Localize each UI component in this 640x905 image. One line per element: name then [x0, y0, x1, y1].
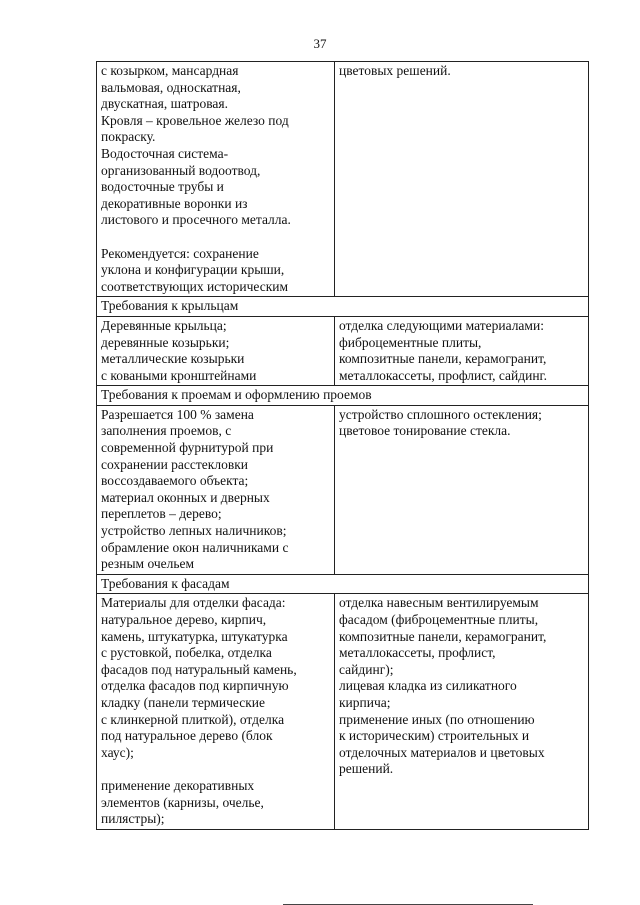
facades-right-cell: [335, 594, 589, 829]
text-line: сохранении расстекловки: [101, 456, 248, 472]
text-line: обрамление окон наличниками с: [101, 539, 289, 555]
table-row: [97, 316, 589, 385]
roof-left-cell: [97, 62, 335, 297]
page-number: 37: [313, 36, 327, 51]
text-line: деревянные козырьки;: [101, 334, 230, 350]
text-line: водосточные трубы и: [101, 179, 224, 195]
text-line: резным очельем: [101, 556, 195, 572]
requirements-table: [96, 61, 589, 830]
text-line: организованный водоотвод,: [101, 162, 261, 178]
text-line: Водосточная система-: [101, 145, 229, 161]
text-line: Материалы для отделки фасада:: [101, 595, 286, 611]
text-line: фиброцементные плиты,: [339, 334, 482, 350]
section-header-row: [97, 574, 589, 594]
table-row: [97, 62, 589, 297]
text-line: двускатная, шатровая.: [101, 96, 228, 112]
blank-line: [101, 229, 331, 246]
text-line: современной фурнитурой при: [101, 440, 274, 456]
text-line: отделка навесным вентилируемым: [339, 595, 539, 611]
facades-left-cell: [97, 594, 335, 829]
section-header-row: [97, 386, 589, 406]
text-line: металлические козырьки: [101, 351, 245, 367]
text-line: решений.: [339, 761, 394, 777]
text-line: отделка фасадов под кирпичную: [101, 678, 289, 694]
section-title-porches: Требования к крыльцам: [97, 297, 589, 317]
section-title-openings: Требования к проемам и оформлению проемов: [97, 386, 589, 406]
text-line: элементов (карнизы, очелье,: [101, 794, 264, 810]
openings-left-cell: [97, 405, 335, 574]
table-row: [97, 405, 589, 574]
text-line: листового и просечного металла.: [101, 212, 291, 228]
text-line: к историческим) строительных и: [339, 728, 530, 744]
text-line: Рекомендуется: сохранение: [101, 245, 259, 261]
text-line: кирпича;: [339, 694, 391, 710]
text-line: натуральное дерево, кирпич,: [101, 612, 267, 627]
text-line: Разрешается 100 % замена: [101, 406, 254, 422]
openings-right-cell: [335, 405, 589, 574]
text-line: с клинкерной плиткой), отделка: [101, 711, 285, 727]
text-line: Кровля – кровельное железо под: [101, 112, 289, 128]
roof-right-cell: [335, 62, 589, 297]
text-line: металлокассеты, профлист,: [339, 645, 496, 661]
text-line: Деревянные крыльца;: [101, 317, 227, 333]
section-title-facades: Требования к фасадам: [97, 574, 589, 594]
text-line: композитные панели, керамогранит,: [339, 351, 547, 367]
text-line: кладку (панели термические: [101, 694, 266, 710]
text-line: металлокассеты, профлист, сайдинг.: [339, 367, 547, 383]
text-line: сайдинг);: [339, 661, 394, 677]
text-line: под натуральное дерево (блок: [101, 728, 273, 744]
text-line: цветовых решений.: [339, 63, 451, 78]
porches-left-cell: [97, 316, 335, 385]
text-line: уклона и конфигурации крыши,: [101, 262, 285, 278]
text-line: применение иных (по отношению: [339, 711, 535, 727]
text-line: отделочных материалов и цветовых: [339, 744, 545, 760]
text-line: отделка следующими материалами:: [339, 317, 544, 333]
blank-line: [101, 761, 331, 778]
text-line: композитные панели, керамогранит,: [339, 628, 547, 644]
text-line: заполнения проемов, с: [101, 423, 232, 439]
text-line: хаус);: [101, 744, 134, 760]
porches-right-cell: [335, 316, 589, 385]
text-line: с козырком, мансардная: [101, 63, 239, 78]
text-line: с коваными кронштейнами: [101, 367, 257, 383]
text-line: вальмовая, односкатная,: [101, 79, 241, 95]
text-line: лицевая кладка из силикатного: [339, 678, 517, 694]
section-header-row: [97, 297, 589, 317]
text-line: фасадом (фиброцементные плиты,: [339, 612, 539, 627]
text-line: материал оконных и дверных: [101, 489, 270, 505]
text-line: применение декоративных: [101, 777, 255, 793]
text-line: устройство сплошного остекления;: [339, 406, 542, 422]
text-line: цветовое тонирование стекла.: [339, 423, 511, 439]
text-line: переплетов – дерево;: [101, 506, 222, 522]
text-line: с рустовкой, побелка, отделка: [101, 645, 272, 661]
text-line: покраску.: [101, 129, 156, 145]
text-line: фасадов под натуральный камень,: [101, 661, 297, 677]
text-line: камень, штукатурка, штукатурка: [101, 628, 288, 644]
text-line: декоративные воронки из: [101, 195, 248, 211]
table-row: [97, 594, 589, 829]
text-line: устройство лепных наличников;: [101, 523, 287, 539]
text-line: пилястры);: [101, 811, 165, 827]
text-line: воссоздаваемого объекта;: [101, 473, 249, 489]
text-line: соответствующих историческим: [101, 278, 289, 294]
